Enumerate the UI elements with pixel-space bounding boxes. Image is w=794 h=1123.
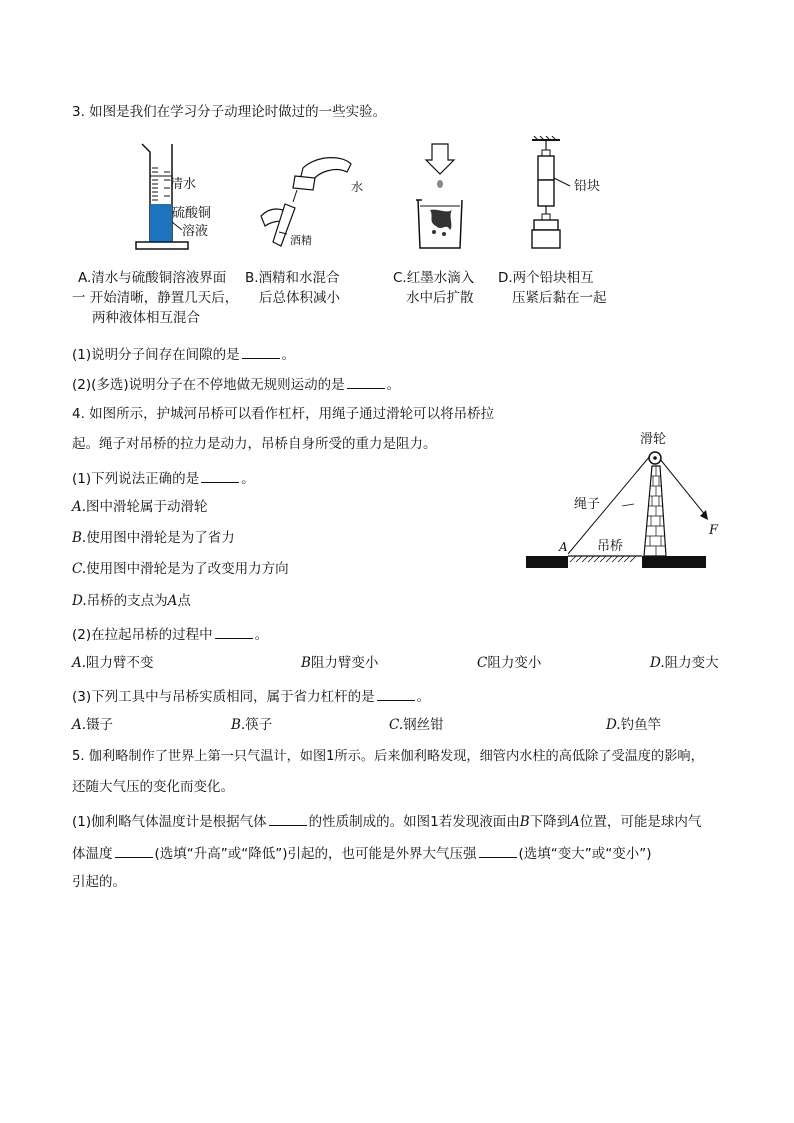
caption-a-line3: 两种液体相互混合	[92, 310, 200, 326]
caption-b-line2: 后总体积减小	[259, 290, 340, 306]
q4-sub2-option-b: B阻力臂变小	[301, 655, 379, 671]
q3-sub1-blank[interactable]	[242, 346, 280, 359]
q4-sub2: (2)在拉起吊桥的过程中 。	[72, 627, 269, 643]
q4-sub3-blank[interactable]	[377, 688, 415, 701]
q4-stem-line1: 4. 如图所示，护城河吊桥可以看作杠杆，用绳子通过滑轮可以将吊桥拉	[72, 406, 495, 422]
q4-sub3-option-b: B.筷子	[231, 717, 273, 733]
label-bridge: 吊桥	[597, 539, 624, 554]
q4-sub2-option-d: D.阻力变大	[650, 655, 719, 671]
q5-stem-line2: 还随大气压的变化而变化。	[72, 779, 234, 795]
q4-sub3-option-c: C.钢丝钳	[389, 717, 444, 733]
q4-sub1-option-b: B.使用图中滑轮是为了省力	[72, 530, 235, 546]
label-water: 水	[351, 180, 364, 194]
q4-sub3-option-a: A.镊子	[72, 717, 114, 733]
q4-sub2-option-c: C阻力变小	[477, 655, 542, 671]
label-pulley: 滑轮	[640, 432, 667, 447]
label-lead-block: 铅块	[574, 179, 601, 194]
label-clear-water: 清水	[170, 177, 197, 192]
figure-c-beaker	[410, 140, 470, 260]
q5-blank-pressure[interactable]	[479, 845, 517, 858]
label-alcohol: 酒精	[290, 234, 312, 247]
q3-sub2: (2)(多选)说明分子在不停地做无规则运动的是 。	[72, 377, 401, 393]
label-point-a: A	[559, 540, 568, 554]
q3-sub2-blank[interactable]	[347, 376, 385, 389]
q4-sub1-option-d: D.吊桥的支点为A点	[72, 593, 191, 609]
label-copper-sulfate: 硫酸铜	[172, 206, 212, 221]
q3-stem: 3. 如图是我们在学习分子动理论时做过的一些实验。	[72, 104, 387, 120]
caption-c-line1: C.红墨水滴入	[393, 270, 475, 286]
q4-sub2-option-a: A.阻力臂不变	[72, 655, 154, 671]
figure-d-lead-blocks	[520, 136, 600, 258]
q4-sub1-blank[interactable]	[201, 470, 239, 483]
label-solution: 溶液	[182, 224, 209, 239]
caption-d-line2: 压紧后黏在一起	[512, 290, 607, 306]
q5-stem-line1: 5. 伽利略制作了世界上第一只气温计，如图1所示。后来伽利略发现，细管内水柱的高低除了受温度的影响，	[72, 749, 704, 764]
caption-c-line2: 水中后扩散	[406, 290, 474, 306]
q4-sub3: (3)下列工具中与吊桥实质相同，属于省力杠杆的是 。	[72, 689, 431, 705]
caption-a-line2: 一 开始清晰，静置几天后，	[72, 290, 239, 306]
caption-b-line1: B.酒精和水混合	[245, 270, 340, 286]
label-rope: 绳子	[574, 497, 601, 512]
q5-sub1-line2: 体温度 (选填“升高”或“降低”)引起的，也可能是外界大气压强 (选填“变大”或“变小”)	[72, 846, 652, 862]
caption-a-line1: A.清水与硫酸铜溶液界面	[78, 270, 227, 286]
q5-sub1-line1: (1)伽利略气体温度计是根据气体 的性质制成的。如图1若发现液面由B下降到A位置，可能是球内气	[72, 814, 702, 830]
q4-stem-line2: 起。绳子对吊桥的拉力是动力，吊桥自身所受的重力是阻力。	[72, 436, 437, 452]
caption-d-line1: D.两个铅块相互	[498, 270, 594, 286]
q5-blank-temperature[interactable]	[115, 845, 153, 858]
label-force-f: F	[709, 523, 719, 538]
q4-sub1: (1)下列说法正确的是 。	[72, 471, 255, 487]
q4-sub2-blank[interactable]	[215, 626, 253, 639]
q4-sub1-option-c: C.使用图中滑轮是为了改变用力方向	[72, 561, 289, 577]
q5-sub1-line3: 引起的。	[72, 874, 126, 890]
q4-sub3-option-d: D.钓鱼竿	[606, 717, 662, 733]
q4-sub1-option-a: A.图中滑轮属于动滑轮	[72, 499, 208, 515]
figure-a-cylinder	[128, 138, 248, 260]
q5-blank-property[interactable]	[269, 813, 307, 826]
q3-sub1: (1)说明分子间存在间隙的是 。	[72, 347, 296, 363]
